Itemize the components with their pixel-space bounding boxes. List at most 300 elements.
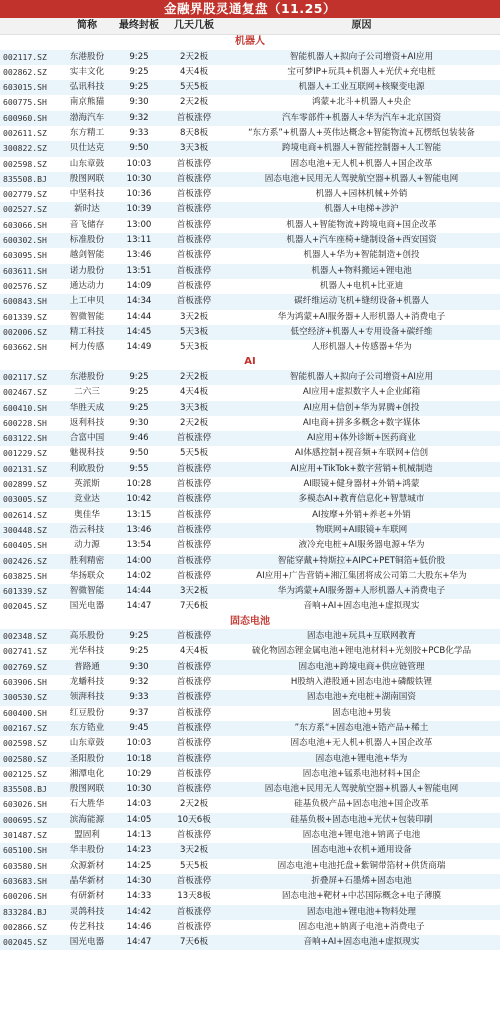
cell-streak: 首板涨停 xyxy=(176,250,212,261)
cell-time: 10:03 xyxy=(126,158,152,169)
table-row xyxy=(0,172,500,187)
cell-time: 9:32 xyxy=(129,677,149,688)
cell-time: 14:23 xyxy=(126,845,152,856)
table-row xyxy=(0,675,500,690)
cell-time: 9:25 xyxy=(129,51,149,62)
cell-name: 有研新材 xyxy=(69,891,105,902)
cell-reason: 固态电池+民用无人驾驶航空器+机器人+智能电网 xyxy=(264,173,459,184)
cell-time: 14:44 xyxy=(126,311,152,322)
cell-streak: 首板涨停 xyxy=(176,158,212,169)
cell-code: 002006.SZ xyxy=(3,326,47,337)
cell-streak: 首板涨停 xyxy=(176,570,212,581)
cell-code: 002125.SZ xyxy=(3,768,47,779)
cell-time: 10:39 xyxy=(126,204,152,215)
cell-reason: 固态电池+男装 xyxy=(332,707,391,718)
cell-reason: 智能穿戴+特斯拉+AIPC+PET铜箔+低价股 xyxy=(277,555,446,566)
cell-code: 003005.SZ xyxy=(3,494,47,505)
cell-streak: 2天2板 xyxy=(179,51,209,62)
cell-code: 603122.SH xyxy=(3,433,47,444)
table-row xyxy=(0,325,500,340)
table-row xyxy=(0,859,500,874)
cell-reason: 固态电池+电池托盘+紫铜带箔材+供货商瑞 xyxy=(277,860,446,871)
table-row xyxy=(0,141,500,156)
cell-streak: 首板涨停 xyxy=(176,738,212,749)
cell-streak: 13天8板 xyxy=(177,891,211,902)
cell-code: 002131.SZ xyxy=(3,463,47,474)
cell-reason: AI应用+广告营销+湘江集团将成公司第二大股东+华为 xyxy=(256,570,467,581)
table-row xyxy=(0,65,500,80)
cell-code: 603066.SH xyxy=(3,219,47,230)
cell-time: 13:15 xyxy=(126,509,152,520)
cell-streak: 首板涨停 xyxy=(176,494,212,505)
table-row xyxy=(0,690,500,705)
cell-streak: 首板涨停 xyxy=(176,830,212,841)
cell-code: 002741.SZ xyxy=(3,646,47,657)
cell-time: 14:42 xyxy=(126,906,152,917)
cell-reason: 固态电池+跨境电商+供应链管理 xyxy=(298,661,425,672)
table-row xyxy=(0,569,500,584)
cell-streak: 首板涨停 xyxy=(176,540,212,551)
cell-code: 002862.SZ xyxy=(3,66,47,77)
table-row xyxy=(0,340,500,355)
cell-reason: 液冷充电桩+AI服务器电源+华为 xyxy=(298,540,425,551)
table-header xyxy=(0,18,500,35)
table-body xyxy=(0,35,500,950)
cell-code: 002426.SZ xyxy=(3,555,47,566)
cell-name: 山东章鼓 xyxy=(69,158,105,169)
cell-time: 14:03 xyxy=(126,799,152,810)
cell-streak: 5天5板 xyxy=(179,448,209,459)
table-row xyxy=(0,294,500,309)
cell-time: 14:33 xyxy=(126,891,152,902)
cell-reason: 固态电池+锂电池+物料处理 xyxy=(307,906,416,917)
table-row xyxy=(0,813,500,828)
cell-streak: 5天5板 xyxy=(179,860,209,871)
cell-code: 000695.SZ xyxy=(3,814,47,825)
table-row xyxy=(0,599,500,614)
cell-time: 14:34 xyxy=(126,296,152,307)
cell-name: 实丰文化 xyxy=(69,66,105,77)
cell-reason: 汽车零部件+机器人+华为汽车+北京国资 xyxy=(281,112,442,123)
table-row xyxy=(0,874,500,889)
cell-time: 14:47 xyxy=(126,937,152,948)
table-row xyxy=(0,279,500,294)
cell-name: 东港股份 xyxy=(69,51,105,62)
table-row xyxy=(0,187,500,202)
cell-streak: 首板涨停 xyxy=(176,479,212,490)
cell-streak: 首板涨停 xyxy=(176,265,212,276)
cell-time: 10:30 xyxy=(126,173,152,184)
cell-name: 弘讯科技 xyxy=(69,82,105,93)
cell-reason: 硫化物固态锂金属电池+锂电池材料+光刻胶+PCB化学品 xyxy=(251,646,472,657)
cell-code: 600405.SH xyxy=(3,540,47,551)
cell-time: 14:46 xyxy=(126,921,152,932)
cell-time: 14:02 xyxy=(126,570,152,581)
table-row xyxy=(0,310,500,325)
cell-streak: 首板涨停 xyxy=(176,280,212,291)
cell-reason: 固态电池+锂电池+华为 xyxy=(315,753,408,764)
cell-time: 10:03 xyxy=(126,738,152,749)
cell-streak: 首板涨停 xyxy=(176,753,212,764)
cell-streak: 7天6板 xyxy=(179,937,209,948)
cell-reason: H股纳入港股通+固态电池+磷酸铁锂 xyxy=(290,677,433,688)
cell-reason: 固态电池+锂电池+钠离子电池 xyxy=(302,830,421,841)
table-row xyxy=(0,111,500,126)
cell-name: 滨海能源 xyxy=(69,814,105,825)
cell-reason: 固态电池+无人机+机器人+国企改革 xyxy=(290,158,433,169)
cell-streak: 首板涨停 xyxy=(176,906,212,917)
cell-code: 002769.SZ xyxy=(3,661,47,672)
cell-streak: 3天2板 xyxy=(179,586,209,597)
table-row xyxy=(0,233,500,248)
cell-name: 华胜天成 xyxy=(69,402,105,413)
cell-name: 东方锆业 xyxy=(69,722,105,733)
cell-name: 华扬联众 xyxy=(69,570,105,581)
cell-streak: 首板涨停 xyxy=(176,707,212,718)
cell-reason: AI电商+拼多多概念+数字媒体 xyxy=(302,417,421,428)
cell-code: 002866.SZ xyxy=(3,921,47,932)
cell-name: 领湃科技 xyxy=(69,692,105,703)
table-row xyxy=(0,752,500,767)
table-row xyxy=(0,462,500,477)
cell-name: 英派斯 xyxy=(74,479,100,490)
cell-reason: 智能机器人+拟向子公司增资+AI应用 xyxy=(289,371,434,382)
cell-name: 柯力传感 xyxy=(69,342,105,353)
cell-code: 600206.SH xyxy=(3,891,47,902)
cell-time: 9:30 xyxy=(129,97,149,108)
cell-code: 002045.SZ xyxy=(3,601,47,612)
cell-reason: “东方系”+机器人+英伟达概念+智能物流+瓦楞纸包装装备 xyxy=(248,127,475,138)
cell-code: 603015.SH xyxy=(3,82,47,93)
cell-reason: 机器人+工业互联网+核聚变电源 xyxy=(298,82,425,93)
cell-time: 9:25 xyxy=(129,387,149,398)
cell-code: 601339.SZ xyxy=(3,586,47,597)
cell-time: 9:25 xyxy=(129,402,149,413)
cell-code: 600410.SH xyxy=(3,402,47,413)
cell-code: 603095.SH xyxy=(3,250,47,261)
cell-code: 603611.SH xyxy=(3,265,47,276)
cell-streak: 8天8板 xyxy=(179,127,209,138)
cell-name: 灵鸽科技 xyxy=(69,906,105,917)
cell-name: 南京熊猫 xyxy=(69,97,105,108)
cell-streak: 首板涨停 xyxy=(176,722,212,733)
cell-code: 603683.SH xyxy=(3,875,47,886)
cell-streak: 首板涨停 xyxy=(176,768,212,779)
cell-name: 上工申贝 xyxy=(69,296,105,307)
cell-code: 603580.SH xyxy=(3,860,47,871)
cell-streak: 4天4板 xyxy=(179,66,209,77)
table-row xyxy=(0,629,500,644)
table-row xyxy=(0,248,500,263)
cell-reason: 固态电池+钠离子电池+消费电子 xyxy=(298,921,425,932)
cell-streak: 3天3板 xyxy=(179,143,209,154)
cell-code: 002117.SZ xyxy=(3,51,47,62)
cell-code: 002611.SZ xyxy=(3,127,47,138)
cell-code: 002614.SZ xyxy=(3,509,47,520)
cell-streak: 2天2板 xyxy=(179,417,209,428)
cell-time: 13:00 xyxy=(126,219,152,230)
cell-code: 002045.SZ xyxy=(3,937,47,948)
table-row xyxy=(0,157,500,172)
cell-code: 835508.BJ xyxy=(3,173,47,184)
cell-streak: 首板涨停 xyxy=(176,112,212,123)
cell-time: 10:42 xyxy=(126,494,152,505)
cell-streak: 首板涨停 xyxy=(176,692,212,703)
cell-streak: 首板涨停 xyxy=(176,463,212,474)
cell-reason: AI体感控制+视音频+车联网+信创 xyxy=(294,448,429,459)
table-row xyxy=(0,370,500,385)
cell-time: 9:46 xyxy=(129,433,149,444)
cell-reason: 鸿蒙+北斗+机器人+央企 xyxy=(312,97,411,108)
cell-reason: 机器人+智能物流+跨境电商+国企改革 xyxy=(286,219,437,230)
table-row xyxy=(0,508,500,523)
cell-name: 国光电器 xyxy=(69,601,105,612)
cell-reason: 机器人+电梯+涉沪 xyxy=(324,204,399,215)
cell-streak: 首板涨停 xyxy=(176,784,212,795)
table-row xyxy=(0,889,500,904)
cell-reason: AI应用+信创+华为昇腾+创投 xyxy=(303,402,420,413)
cell-streak: 3天2板 xyxy=(179,845,209,856)
cell-code: 600400.SH xyxy=(3,707,47,718)
cell-code: 002467.SZ xyxy=(3,387,47,398)
header-code xyxy=(0,18,61,34)
cell-streak: 首板涨停 xyxy=(176,433,212,444)
cell-streak: 首板涨停 xyxy=(176,235,212,246)
header-streak: 几天几板 xyxy=(174,20,214,31)
cell-reason: AI应用+TikTok+数字营销+机械制造 xyxy=(290,463,433,474)
header-reason: 原因 xyxy=(351,20,372,31)
cell-code: 300530.SZ xyxy=(3,692,47,703)
cell-streak: 首板涨停 xyxy=(176,189,212,200)
cell-streak: 5天3板 xyxy=(179,326,209,337)
cell-name: 华丰股份 xyxy=(69,845,105,856)
cell-name: 圣阳股份 xyxy=(69,753,105,764)
cell-name: 新时达 xyxy=(74,204,100,215)
cell-name: 标准股份 xyxy=(69,235,105,246)
cell-name: 浩云科技 xyxy=(69,524,105,535)
page-title: 金融界股灵通复盘（11.25） xyxy=(0,0,500,18)
cell-time: 9:30 xyxy=(129,661,149,672)
cell-name: 越剑智能 xyxy=(69,250,105,261)
cell-time: 13:51 xyxy=(126,265,152,276)
cell-name: 奥佳华 xyxy=(74,509,100,520)
cell-name: 智微智能 xyxy=(69,311,105,322)
cell-reason: 跨境电商+机器人+智能控制器+人工智能 xyxy=(281,143,442,154)
table-row xyxy=(0,935,500,950)
cell-reason: 硅基负极+固态电池+光伏+包装印刷 xyxy=(290,814,433,825)
cell-name: 殷图网联 xyxy=(69,173,105,184)
cell-code: 002598.SZ xyxy=(3,158,47,169)
cell-reason: AI应用+虚拟数字人+企业邮箱 xyxy=(302,387,421,398)
cell-time: 9:50 xyxy=(129,143,149,154)
cell-streak: 首板涨停 xyxy=(176,296,212,307)
cell-reason: 物联网+AI眼镜+车联网 xyxy=(315,524,408,535)
cell-streak: 5天3板 xyxy=(179,342,209,353)
cell-name: 传艺科技 xyxy=(69,921,105,932)
table-row xyxy=(0,523,500,538)
cell-reason: 音响+AI+固态电池+虚拟现实 xyxy=(303,937,420,948)
cell-reason: 音响+AI+固态电池+虚拟现实 xyxy=(303,601,420,612)
cell-streak: 4天4板 xyxy=(179,387,209,398)
cell-name: 众源新材 xyxy=(69,860,105,871)
cell-code: 600843.SH xyxy=(3,296,47,307)
cell-streak: 首板涨停 xyxy=(176,509,212,520)
cell-streak: 首板涨停 xyxy=(176,173,212,184)
cell-streak: 2天2板 xyxy=(179,799,209,810)
cell-reason: ”东方系“+固态电池+锆产品+稀土 xyxy=(294,722,429,733)
cell-name: 湘潭电化 xyxy=(69,768,105,779)
cell-time: 14:49 xyxy=(126,342,152,353)
cell-time: 9:30 xyxy=(129,417,149,428)
cell-name: 殷图网联 xyxy=(69,784,105,795)
cell-name: 石大胜华 xyxy=(69,799,105,810)
table-row xyxy=(0,492,500,507)
table-row xyxy=(0,782,500,797)
table-row xyxy=(0,920,500,935)
cell-time: 13:46 xyxy=(126,250,152,261)
cell-name: 国光电器 xyxy=(69,937,105,948)
cell-name: 高乐股份 xyxy=(69,631,105,642)
cell-code: 002779.SZ xyxy=(3,189,47,200)
cell-reason: 智能机器人+拟向子公司增资+AI应用 xyxy=(289,51,434,62)
cell-name: 诺力股份 xyxy=(69,265,105,276)
cell-time: 14:44 xyxy=(126,586,152,597)
header-time: 最终封板 xyxy=(119,20,159,31)
cell-time: 14:30 xyxy=(126,875,152,886)
cell-code: 833284.BJ xyxy=(3,906,47,917)
section-header: 机器人 xyxy=(0,35,500,50)
cell-code: 600302.SH xyxy=(3,235,47,246)
cell-name: 盟固利 xyxy=(74,830,100,841)
table-row xyxy=(0,401,500,416)
cell-reason: 固态电池+靶材+中芯国际概念+电子薄膜 xyxy=(281,891,442,902)
cell-time: 13:46 xyxy=(126,524,152,535)
table-row xyxy=(0,446,500,461)
cell-name: 音飞储存 xyxy=(69,219,105,230)
table-row xyxy=(0,202,500,217)
cell-reason: 多模态AI+教育信息化+智慧城市 xyxy=(298,494,425,505)
section-header: 固态电池 xyxy=(0,615,500,630)
cell-reason: 固态电池+玩具+互联网教育 xyxy=(307,631,416,642)
cell-time: 9:50 xyxy=(129,448,149,459)
cell-reason: 机器人+汽车座椅+缝制设备+西安国资 xyxy=(286,235,437,246)
cell-reason: 华为鸿蒙+AI服务器+人形机器人+消费电子 xyxy=(277,586,446,597)
cell-code: 002899.SZ xyxy=(3,479,47,490)
table-row xyxy=(0,50,500,65)
table-row xyxy=(0,385,500,400)
cell-reason: 华为鸿蒙+AI服务器+人形机器人+消费电子 xyxy=(277,311,446,322)
cell-reason: AI眼镜+健身器材+外销+鸿蒙 xyxy=(303,479,420,490)
cell-code: 603662.SH xyxy=(3,342,47,353)
cell-name: 魅视科技 xyxy=(69,448,105,459)
table-row xyxy=(0,584,500,599)
table-row xyxy=(0,721,500,736)
cell-time: 14:47 xyxy=(126,601,152,612)
cell-streak: 首板涨停 xyxy=(176,921,212,932)
cell-time: 9:25 xyxy=(129,646,149,657)
cell-code: 600960.SH xyxy=(3,112,47,123)
cell-time: 14:25 xyxy=(126,860,152,871)
cell-reason: 固态电池+锰系电池材料+国企 xyxy=(302,768,421,779)
cell-code: 002117.SZ xyxy=(3,371,47,382)
cell-time: 9:25 xyxy=(129,371,149,382)
cell-time: 9:33 xyxy=(129,127,149,138)
cell-name: 利欧股份 xyxy=(69,463,105,474)
cell-streak: 3天2板 xyxy=(179,311,209,322)
cell-streak: 首板涨停 xyxy=(176,875,212,886)
cell-name: 渤海汽车 xyxy=(69,112,105,123)
cell-reason: 宝可梦IP+玩具+机器人+光伏+充电桩 xyxy=(287,66,436,77)
cell-time: 10:36 xyxy=(126,189,152,200)
table-row xyxy=(0,477,500,492)
cell-time: 10:28 xyxy=(126,479,152,490)
cell-name: 通达动力 xyxy=(69,280,105,291)
cell-time: 9:25 xyxy=(129,66,149,77)
cell-name: 智微智能 xyxy=(69,586,105,597)
table-row xyxy=(0,905,500,920)
table-row xyxy=(0,264,500,279)
cell-code: 301487.SZ xyxy=(3,830,47,841)
cell-code: 603906.SH xyxy=(3,677,47,688)
cell-time: 14:05 xyxy=(126,814,152,825)
table-row xyxy=(0,644,500,659)
cell-streak: 首板涨停 xyxy=(176,677,212,688)
cell-name: 龙蟠科技 xyxy=(69,677,105,688)
cell-name: 贝仕达克 xyxy=(69,143,105,154)
cell-reason: 固态电池+无人机+机器人+国企改革 xyxy=(290,738,433,749)
cell-code: 002580.SZ xyxy=(3,753,47,764)
cell-reason: 机器人+华为+智能制造+创投 xyxy=(303,250,420,261)
cell-reason: 固态电池+充电桩+湖南国资 xyxy=(307,692,416,703)
table-row xyxy=(0,80,500,95)
table-row xyxy=(0,736,500,751)
table-row xyxy=(0,843,500,858)
table-row xyxy=(0,538,500,553)
cell-time: 13:54 xyxy=(126,540,152,551)
cell-reason: 低空经济+机器人+专用设备+碳纤维 xyxy=(290,326,433,337)
cell-reason: 固态电池+民用无人驾驶航空器+机器人+智能电网 xyxy=(264,784,459,795)
cell-name: 精工科技 xyxy=(69,326,105,337)
cell-name: 东方精工 xyxy=(69,127,105,138)
cell-code: 603825.SH xyxy=(3,570,47,581)
cell-time: 14:45 xyxy=(126,326,152,337)
cell-streak: 3天3板 xyxy=(179,402,209,413)
cell-code: 600775.SH xyxy=(3,97,47,108)
cell-reason: 硅基负极产品+固态电池+国企改革 xyxy=(294,799,429,810)
cell-time: 14:00 xyxy=(126,555,152,566)
table-row xyxy=(0,126,500,141)
cell-streak: 首板涨停 xyxy=(176,524,212,535)
section-header: AI xyxy=(0,355,500,370)
cell-reason: 固态电池+农机+通用设备 xyxy=(311,845,412,856)
cell-streak: 首板涨停 xyxy=(176,204,212,215)
cell-time: 10:18 xyxy=(126,753,152,764)
cell-streak: 2天2板 xyxy=(179,97,209,108)
cell-time: 13:11 xyxy=(126,235,152,246)
cell-reason: 碳纤维运动飞机+缝纫设备+机器人 xyxy=(294,296,429,307)
cell-streak: 4天4板 xyxy=(179,646,209,657)
cell-streak: 2天2板 xyxy=(179,371,209,382)
cell-name: 中坚科技 xyxy=(69,189,105,200)
cell-name: 东港股份 xyxy=(69,371,105,382)
cell-code: 600228.SH xyxy=(3,417,47,428)
cell-name: 晶华新材 xyxy=(69,875,105,886)
cell-reason: 人形机器人+传感器+华为 xyxy=(311,342,412,353)
table-row xyxy=(0,706,500,721)
cell-time: 9:55 xyxy=(129,463,149,474)
table-row xyxy=(0,95,500,110)
cell-name: 红豆股份 xyxy=(69,707,105,718)
